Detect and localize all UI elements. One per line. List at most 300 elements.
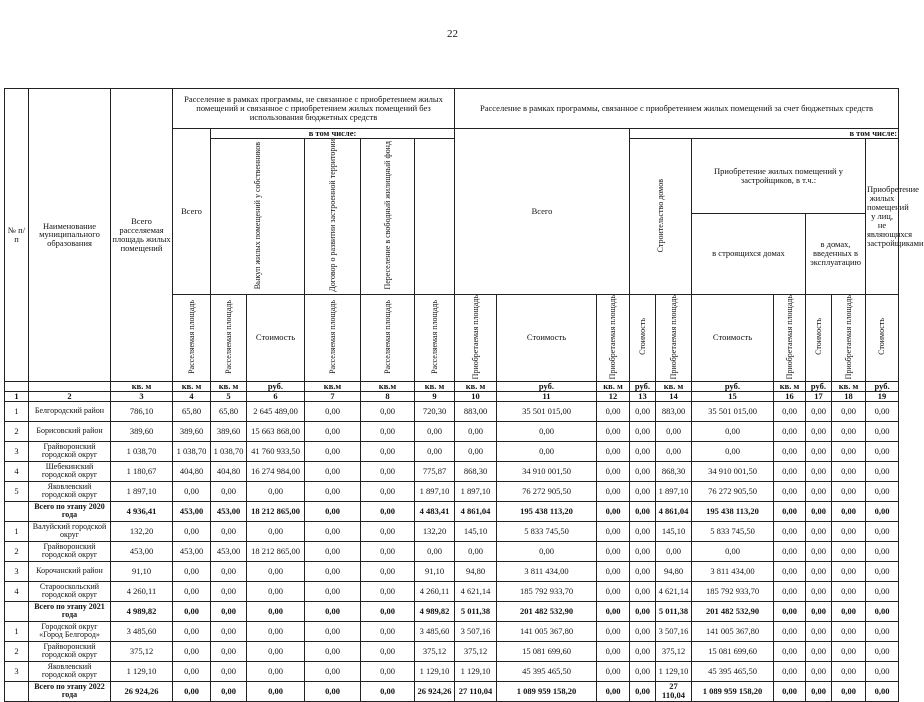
value-cell: 0,00 [630, 441, 656, 461]
value-cell: 41 760 933,50 [247, 441, 305, 461]
column-index-cell: 18 [832, 391, 866, 401]
column-index-cell: 5 [211, 391, 247, 401]
value-cell: 5 833 745,50 [497, 521, 597, 541]
value-cell: 0,00 [361, 461, 415, 481]
sub-a-move-area: Расселяемая площадь [361, 294, 415, 381]
value-cell: 0,00 [597, 681, 630, 701]
value-cell: 0,00 [866, 621, 899, 641]
value-cell: 0,00 [173, 601, 211, 621]
value-cell: 0,00 [832, 441, 866, 461]
resettlement-table [4, 88, 924, 702]
value-cell: 0,00 [774, 501, 806, 521]
b-dev-ready-header: в домах, введенных в эксплуатацию [806, 214, 866, 294]
municipality-name: Всего по этапу 2022 года [29, 681, 111, 701]
column-index-cell: 4 [173, 391, 211, 401]
table-row [5, 481, 899, 501]
value-cell: 0,00 [774, 621, 806, 641]
value-cell: 34 910 001,50 [497, 461, 597, 481]
municipality-name: Белгородский район [29, 401, 111, 421]
value-cell: 0,00 [774, 561, 806, 581]
value-cell: 883,00 [656, 401, 692, 421]
value-cell: 145,10 [656, 521, 692, 541]
value-cell: 1 180,67 [111, 461, 173, 481]
value-cell: 27 110,04 [455, 681, 497, 701]
value-cell: 0,00 [774, 661, 806, 681]
unit-cell: кв. м [832, 381, 866, 391]
value-cell: 4 483,41 [415, 501, 455, 521]
unit-cell: кв. м [211, 381, 247, 391]
value-cell: 145,10 [455, 521, 497, 541]
value-cell: 0,00 [832, 561, 866, 581]
value-cell: 0,00 [806, 481, 832, 501]
value-cell: 0,00 [774, 681, 806, 701]
value-cell: 0,00 [630, 601, 656, 621]
value-cell: 404,80 [173, 461, 211, 481]
value-cell: 4 260,11 [111, 581, 173, 601]
value-cell: 45 395 465,50 [692, 661, 774, 681]
a-total-header: Всего [173, 129, 211, 295]
value-cell: 15 663 868,00 [247, 421, 305, 441]
total-row [5, 501, 899, 521]
a-contract-header: Договор о развитии застроенной территории [305, 138, 361, 294]
table-row [5, 401, 899, 421]
municipality-name: Валуйский городской округ [29, 521, 111, 541]
value-cell: 0,00 [211, 561, 247, 581]
row-number: 5 [5, 481, 29, 501]
value-cell: 0,00 [832, 601, 866, 621]
value-cell: 0,00 [866, 501, 899, 521]
value-cell: 0,00 [173, 621, 211, 641]
value-cell: 0,00 [361, 401, 415, 421]
value-cell: 0,00 [597, 501, 630, 521]
value-cell: 0,00 [866, 521, 899, 541]
value-cell: 185 792 933,70 [497, 581, 597, 601]
value-cell: 3 507,16 [455, 621, 497, 641]
value-cell: 0,00 [806, 601, 832, 621]
value-cell: 3 811 434,00 [692, 561, 774, 581]
value-cell: 91,10 [415, 561, 455, 581]
b-dev-build-header: в строящихся домах [692, 214, 806, 294]
value-cell: 1 897,10 [415, 481, 455, 501]
column-index-cell: 2 [29, 391, 111, 401]
value-cell: 5 011,38 [455, 601, 497, 621]
value-cell: 775,87 [415, 461, 455, 481]
value-cell: 0,00 [455, 441, 497, 461]
value-cell: 26 924,26 [415, 681, 455, 701]
value-cell: 0,00 [305, 481, 361, 501]
value-cell: 0,00 [361, 641, 415, 661]
value-cell: 0,00 [774, 641, 806, 661]
column-index-cell: 16 [774, 391, 806, 401]
sub-a-contract-area: Расселяемая площадь [305, 294, 361, 381]
value-cell: 0,00 [247, 561, 305, 581]
column-index-cell: 12 [597, 391, 630, 401]
municipality-name: Городской округ «Город Белгород» [29, 621, 111, 641]
row-number: 3 [5, 441, 29, 461]
municipality-name: Шебекинский городской округ [29, 461, 111, 481]
value-cell: 0,00 [806, 421, 832, 441]
value-cell: 0,00 [806, 401, 832, 421]
sub-a-total-area: Расселяемая площадь [173, 294, 211, 381]
value-cell: 201 482 532,90 [497, 601, 597, 621]
value-cell: 1 089 959 158,20 [692, 681, 774, 701]
unit-cell: руб. [497, 381, 597, 391]
value-cell: 0,00 [774, 541, 806, 561]
value-cell: 0,00 [247, 681, 305, 701]
value-cell: 0,00 [774, 581, 806, 601]
value-cell: 883,00 [455, 401, 497, 421]
value-cell: 0,00 [692, 441, 774, 461]
row-number: 4 [5, 461, 29, 481]
value-cell: 0,00 [774, 601, 806, 621]
value-cell: 0,00 [866, 461, 899, 481]
value-cell: 0,00 [806, 461, 832, 481]
value-cell: 0,00 [832, 621, 866, 641]
value-cell: 26 924,26 [111, 681, 173, 701]
value-cell: 0,00 [866, 441, 899, 461]
value-cell: 18 212 865,00 [247, 541, 305, 561]
value-cell: 195 438 113,20 [497, 501, 597, 521]
value-cell: 0,00 [806, 581, 832, 601]
column-index-row [5, 391, 899, 401]
sub-nondev-area: Приобретаемая площадь [832, 294, 866, 381]
column-index-cell: 19 [866, 391, 899, 401]
value-cell: 0,00 [832, 641, 866, 661]
value-cell: 0,00 [361, 421, 415, 441]
value-cell: 141 005 367,80 [692, 621, 774, 641]
sub-build-cost: Стоимость [630, 294, 656, 381]
a-spacer-header [415, 138, 455, 294]
table-row [5, 421, 899, 441]
value-cell: 375,12 [455, 641, 497, 661]
value-cell: 0,00 [361, 561, 415, 581]
value-cell: 0,00 [832, 681, 866, 701]
b-build-header: Строительство домов [630, 138, 692, 294]
value-cell: 0,00 [630, 481, 656, 501]
value-cell: 0,00 [832, 481, 866, 501]
value-cell: 0,00 [630, 541, 656, 561]
value-cell: 5 011,38 [656, 601, 692, 621]
municipality-name: Яковлевский городской округ [29, 481, 111, 501]
sub-a-buy-cost: Стоимость [247, 294, 305, 381]
value-cell: 0,00 [630, 681, 656, 701]
value-cell: 0,00 [305, 441, 361, 461]
municipality-name: Всего по этапу 2021 года [29, 601, 111, 621]
value-cell: 65,80 [211, 401, 247, 421]
value-cell: 0,00 [866, 541, 899, 561]
value-cell: 0,00 [305, 621, 361, 641]
row-number: 3 [5, 561, 29, 581]
value-cell: 0,00 [173, 521, 211, 541]
value-cell: 0,00 [832, 401, 866, 421]
value-cell: 0,00 [832, 581, 866, 601]
row-number [5, 501, 29, 521]
value-cell: 35 501 015,00 [497, 401, 597, 421]
value-cell: 453,00 [211, 501, 247, 521]
value-cell: 0,00 [656, 441, 692, 461]
value-cell: 0,00 [455, 421, 497, 441]
value-cell: 0,00 [774, 481, 806, 501]
column-index-cell: 10 [455, 391, 497, 401]
value-cell: 0,00 [305, 421, 361, 441]
column-index-cell: 17 [806, 391, 832, 401]
sub-devr-area: Приобретаемая площадь [774, 294, 806, 381]
value-cell: 0,00 [806, 501, 832, 521]
municipality-name: Грайворонский городской округ [29, 541, 111, 561]
value-cell: 0,00 [361, 681, 415, 701]
value-cell: 0,00 [866, 401, 899, 421]
municipality-name: Грайворонский городской округ [29, 641, 111, 661]
value-cell: 0,00 [415, 421, 455, 441]
sub-devb-cost: Стоимость [692, 294, 774, 381]
value-cell: 0,00 [866, 481, 899, 501]
value-cell: 0,00 [361, 501, 415, 521]
value-cell: 0,00 [806, 641, 832, 661]
value-cell: 0,00 [866, 641, 899, 661]
value-cell: 0,00 [497, 421, 597, 441]
column-index-cell: 1 [5, 391, 29, 401]
value-cell: 0,00 [305, 521, 361, 541]
value-cell: 94,80 [455, 561, 497, 581]
value-cell: 4 861,04 [656, 501, 692, 521]
value-cell: 0,00 [630, 461, 656, 481]
table-body [5, 401, 899, 701]
municipality-name: Корочанский район [29, 561, 111, 581]
value-cell: 3 485,60 [111, 621, 173, 641]
value-cell: 0,00 [305, 661, 361, 681]
value-cell: 0,00 [597, 661, 630, 681]
value-cell: 0,00 [597, 561, 630, 581]
value-cell: 0,00 [305, 601, 361, 621]
value-cell: 0,00 [597, 421, 630, 441]
value-cell: 34 910 001,50 [692, 461, 774, 481]
table-row [5, 661, 899, 681]
value-cell: 389,60 [211, 421, 247, 441]
value-cell: 4 621,14 [656, 581, 692, 601]
sub-b-resettled-area: Расселяемая площадь [415, 294, 455, 381]
value-cell: 1 129,10 [455, 661, 497, 681]
value-cell: 0,00 [630, 641, 656, 661]
b-incl-header: в том числе: [630, 129, 899, 139]
value-cell: 0,00 [597, 401, 630, 421]
sub-devb-area: Приобретаемая площадь [656, 294, 692, 381]
value-cell: 0,00 [866, 601, 899, 621]
value-cell: 0,00 [630, 501, 656, 521]
value-cell: 3 507,16 [656, 621, 692, 641]
sub-devr-cost: Стоимость [806, 294, 832, 381]
column-index-cell: 7 [305, 391, 361, 401]
value-cell: 0,00 [247, 521, 305, 541]
municipality-name: Всего по этапу 2020 года [29, 501, 111, 521]
value-cell: 0,00 [774, 461, 806, 481]
value-cell: 0,00 [597, 641, 630, 661]
value-cell: 375,12 [415, 641, 455, 661]
value-cell: 0,00 [173, 481, 211, 501]
value-cell: 868,30 [656, 461, 692, 481]
value-cell: 0,00 [305, 641, 361, 661]
value-cell: 91,10 [111, 561, 173, 581]
units-row [5, 381, 899, 391]
value-cell: 0,00 [597, 441, 630, 461]
b-total-header: Всего [455, 129, 630, 295]
group-a-header: Расселение в рамках программы, не связанное с приобретением жилых помещений и связанное с приобретением жилых помещений без использования бюджетных средств [173, 89, 455, 129]
value-cell: 0,00 [305, 401, 361, 421]
value-cell: 0,00 [173, 661, 211, 681]
value-cell: 0,00 [597, 461, 630, 481]
value-cell: 0,00 [832, 661, 866, 681]
value-cell: 868,30 [455, 461, 497, 481]
value-cell: 0,00 [774, 441, 806, 461]
value-cell: 15 081 699,60 [497, 641, 597, 661]
value-cell: 0,00 [173, 681, 211, 701]
unit-cell: руб. [247, 381, 305, 391]
value-cell: 0,00 [211, 641, 247, 661]
unit-cell: кв. м [111, 381, 173, 391]
value-cell: 76 272 905,50 [497, 481, 597, 501]
sub-b-cost: Стоимость [497, 294, 597, 381]
table-row [5, 441, 899, 461]
value-cell: 0,00 [361, 661, 415, 681]
value-cell: 0,00 [630, 561, 656, 581]
value-cell: 76 272 905,50 [692, 481, 774, 501]
value-cell: 3 811 434,00 [497, 561, 597, 581]
value-cell: 4 936,41 [111, 501, 173, 521]
value-cell: 0,00 [597, 581, 630, 601]
row-number: 2 [5, 421, 29, 441]
value-cell: 453,00 [173, 501, 211, 521]
value-cell: 0,00 [247, 481, 305, 501]
municipality-name: Грайворонский городской округ [29, 441, 111, 461]
municipality-name: Старооскольский городской округ [29, 581, 111, 601]
value-cell: 0,00 [211, 521, 247, 541]
unit-cell: кв. м [774, 381, 806, 391]
value-cell: 0,00 [211, 681, 247, 701]
table-row [5, 541, 899, 561]
value-cell: 0,00 [247, 621, 305, 641]
value-cell: 0,00 [305, 581, 361, 601]
value-cell: 201 482 532,90 [692, 601, 774, 621]
unit-cell: руб. [630, 381, 656, 391]
value-cell: 0,00 [361, 581, 415, 601]
value-cell: 0,00 [866, 561, 899, 581]
total-row [5, 681, 899, 701]
column-index-cell: 8 [361, 391, 415, 401]
value-cell: 0,00 [211, 621, 247, 641]
value-cell: 0,00 [597, 541, 630, 561]
value-cell: 0,00 [361, 481, 415, 501]
value-cell: 1 038,70 [111, 441, 173, 461]
sub-nondev-cost: Стоимость [866, 294, 899, 381]
value-cell: 4 621,14 [455, 581, 497, 601]
value-cell: 389,60 [173, 421, 211, 441]
value-cell: 375,12 [111, 641, 173, 661]
unit-cell: кв. м [415, 381, 455, 391]
column-index-cell: 6 [247, 391, 305, 401]
b-nondev-header: Приобретение жилых помещений у лиц, не являющихся застройщиками [866, 138, 899, 294]
row-number: 3 [5, 661, 29, 681]
value-cell: 453,00 [173, 541, 211, 561]
value-cell: 4 989,82 [111, 601, 173, 621]
value-cell: 0,00 [361, 521, 415, 541]
value-cell: 94,80 [656, 561, 692, 581]
value-cell: 132,20 [111, 521, 173, 541]
column-index-cell: 11 [497, 391, 597, 401]
sub-b-acquired-area: Приобретаемая площадь [455, 294, 497, 381]
value-cell: 720,30 [415, 401, 455, 421]
value-cell: 0,00 [415, 541, 455, 561]
unit-cell: кв. м [656, 381, 692, 391]
row-number: 2 [5, 541, 29, 561]
total-row [5, 601, 899, 621]
municipality-name: Яковлевский городской округ [29, 661, 111, 681]
value-cell: 0,00 [211, 661, 247, 681]
value-cell: 0,00 [692, 541, 774, 561]
row-number: 1 [5, 521, 29, 541]
value-cell: 18 212 865,00 [247, 501, 305, 521]
value-cell: 0,00 [806, 621, 832, 641]
value-cell: 0,00 [361, 601, 415, 621]
table-row [5, 461, 899, 481]
value-cell: 0,00 [630, 521, 656, 541]
column-index-cell: 13 [630, 391, 656, 401]
column-index-cell: 14 [656, 391, 692, 401]
value-cell: 0,00 [247, 661, 305, 681]
value-cell: 0,00 [247, 601, 305, 621]
value-cell: 0,00 [305, 561, 361, 581]
value-cell: 27 110,04 [656, 681, 692, 701]
value-cell: 0,00 [774, 401, 806, 421]
value-cell: 0,00 [866, 661, 899, 681]
value-cell: 0,00 [173, 641, 211, 661]
table-row [5, 521, 899, 541]
value-cell: 0,00 [211, 581, 247, 601]
value-cell: 0,00 [361, 621, 415, 641]
sub-a-buy-area: Расселяемая площадь [211, 294, 247, 381]
value-cell: 0,00 [774, 521, 806, 541]
unit-cell: кв. м [173, 381, 211, 391]
value-cell: 0,00 [361, 541, 415, 561]
value-cell: 0,00 [211, 481, 247, 501]
column-index-cell: 9 [415, 391, 455, 401]
value-cell: 0,00 [866, 421, 899, 441]
value-cell: 0,00 [305, 461, 361, 481]
column-index-cell: 15 [692, 391, 774, 401]
value-cell: 0,00 [866, 681, 899, 701]
value-cell: 404,80 [211, 461, 247, 481]
value-cell: 0,00 [630, 621, 656, 641]
value-cell: 1 897,10 [656, 481, 692, 501]
value-cell: 1 089 959 158,20 [497, 681, 597, 701]
value-cell: 15 081 699,60 [692, 641, 774, 661]
value-cell: 2 645 489,00 [247, 401, 305, 421]
value-cell: 1 038,70 [173, 441, 211, 461]
value-cell: 185 792 933,70 [692, 581, 774, 601]
value-cell: 1 129,10 [656, 661, 692, 681]
value-cell: 45 395 465,50 [497, 661, 597, 681]
value-cell: 0,00 [305, 681, 361, 701]
value-cell: 0,00 [630, 661, 656, 681]
value-cell: 1 129,10 [415, 661, 455, 681]
value-cell: 4 861,04 [455, 501, 497, 521]
value-cell: 0,00 [247, 581, 305, 601]
value-cell: 195 438 113,20 [692, 501, 774, 521]
value-cell: 0,00 [866, 581, 899, 601]
value-cell: 0,00 [832, 541, 866, 561]
value-cell: 35 501 015,00 [692, 401, 774, 421]
unit-cell: кв. м [455, 381, 497, 391]
value-cell: 16 274 984,00 [247, 461, 305, 481]
value-cell: 0,00 [173, 581, 211, 601]
